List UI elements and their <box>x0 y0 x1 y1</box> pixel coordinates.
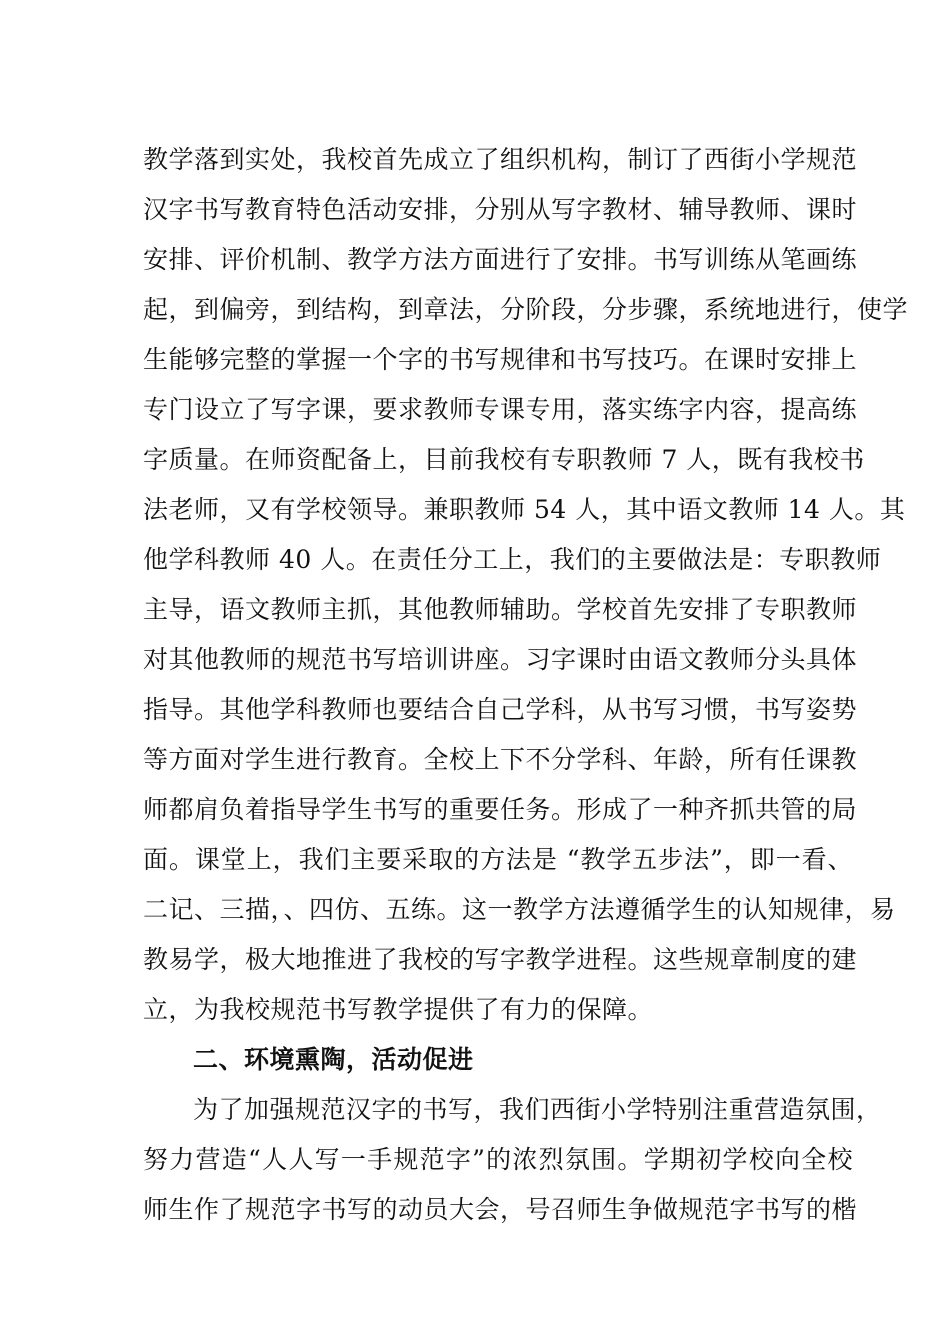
paragraph-line: 立，为我校规范书写教学提供了有力的保障。 <box>143 995 654 1024</box>
paragraph-line: 起，到偏旁，到结构，到章法，分阶段，分步骤，系统地进行，使学 <box>143 295 909 324</box>
paragraph-line: 面。课堂上，我们主要采取的方法是 “教学五步法”，即一看、 <box>143 845 853 874</box>
document-body <box>143 135 909 1235</box>
paragraph-line: 字质量。在师资配备上，目前我校有专职教师 7 人，既有我校书 <box>143 445 865 474</box>
paragraph-line: 他学科教师 40 人。在责任分工上，我们的主要做法是：专职教师 <box>143 545 882 574</box>
section-heading: 二、环境熏陶，活动促进 <box>193 1045 474 1074</box>
paragraph-line: 主导，语文教师主抓，其他教师辅助。学校首先安排了专职教师 <box>143 595 858 624</box>
paragraph-line: 教学落到实处，我校首先成立了组织机构，制订了西街小学规范 <box>143 145 858 174</box>
paragraph-line: 汉字书写教育特色活动安排，分别从写字教材、辅导教师、课时 <box>143 195 858 224</box>
paragraph-line: 指导。其他学科教师也要结合自己学科，从书写习惯，书写姿势 <box>143 695 858 724</box>
paragraph-line: 教易学，极大地推进了我校的写字教学进程。这些规章制度的建 <box>143 945 858 974</box>
paragraph-line: 努力营造“人人写一手规范字”的浓烈氛围。学期初学校向全校 <box>143 1145 853 1174</box>
paragraph-line: 师生作了规范字书写的动员大会，号召师生争做规范字书写的楷 <box>143 1195 858 1224</box>
paragraph-line: 等方面对学生进行教育。全校上下不分学科、年龄，所有任课教 <box>143 745 858 774</box>
paragraph-line: 生能够完整的掌握一个字的书写规律和书写技巧。在课时安排上 <box>143 345 858 374</box>
paragraph-line: 师都肩负着指导学生书写的重要任务。形成了一种齐抓共管的局 <box>143 795 858 824</box>
paragraph-line: 安排、评价机制、教学方法方面进行了安排。书写训练从笔画练 <box>143 245 858 274</box>
paragraph-line: 二记、三描，、四仿、五练。这一教学方法遵循学生的认知规律，易 <box>143 895 896 924</box>
paragraph-line: 专门设立了写字课，要求教师专课专用，落实练字内容，提高练 <box>143 395 858 424</box>
paragraph-line: 为了加强规范汉字的书写，我们西街小学特别注重营造氛围， <box>193 1095 882 1124</box>
paragraph-line: 对其他教师的规范书写培训讲座。习字课时由语文教师分头具体 <box>143 645 858 674</box>
paragraph-line: 法老师，又有学校领导。兼职教师 54 人，其中语文教师 14 人。其 <box>143 495 906 524</box>
